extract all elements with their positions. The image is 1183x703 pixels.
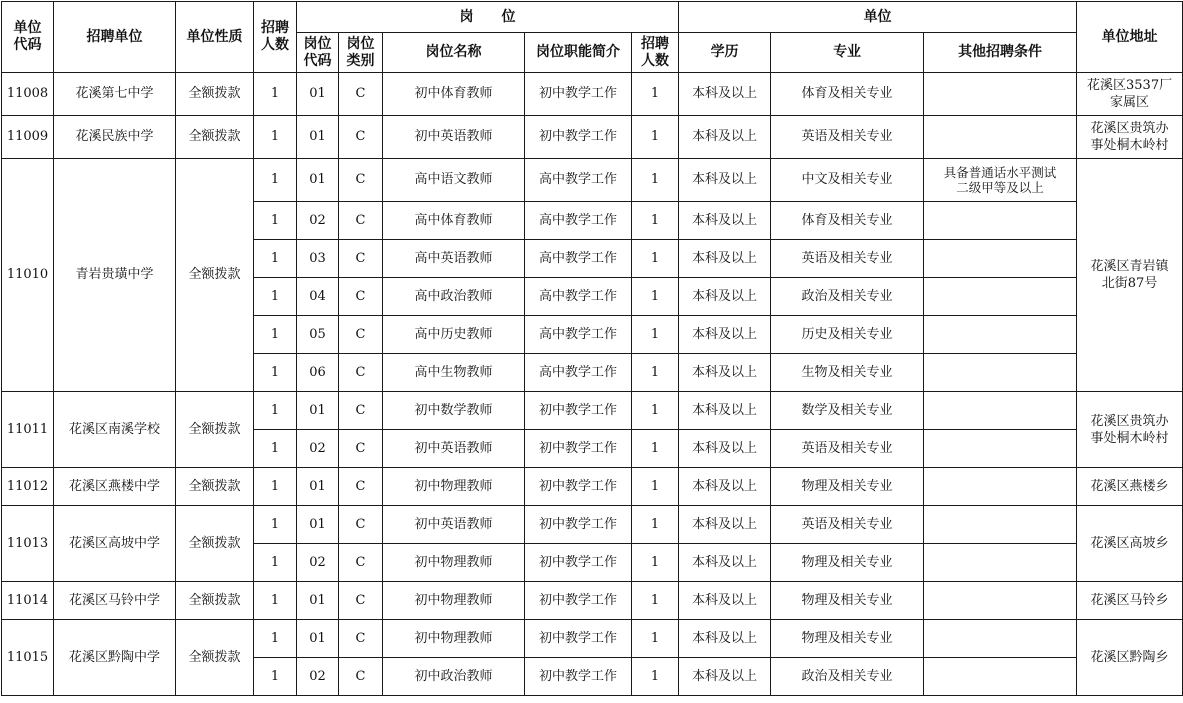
unit-code-cell: 11014: [2, 582, 54, 620]
major-cell: 体育及相关专业: [771, 73, 924, 116]
other-conditions-cell: 具备普通话水平测试 二级甲等及以上: [924, 159, 1077, 202]
position-count-cell: 1: [632, 544, 679, 582]
major-cell: 体育及相关专业: [771, 202, 924, 240]
position-name-cell: 初中物理教师: [383, 544, 525, 582]
table-row: [2, 468, 1183, 506]
position-name-cell: 高中政治教师: [383, 278, 525, 316]
header-position-duty: 岗位职能简介: [525, 33, 632, 73]
major-cell: 物理及相关专业: [771, 582, 924, 620]
other-conditions-cell: [924, 658, 1077, 696]
other-conditions-cell: [924, 544, 1077, 582]
header-position-name: 岗位名称: [383, 33, 525, 73]
position-count-cell: 1: [632, 316, 679, 354]
education-cell: 本科及以上: [679, 620, 771, 658]
table-body: [2, 73, 1183, 696]
position-duty-cell: 高中教学工作: [525, 316, 632, 354]
header-unit-nature: 单位性质: [176, 2, 254, 73]
education-cell: 本科及以上: [679, 240, 771, 278]
table-row: [2, 73, 1183, 116]
header-education: 学历: [679, 33, 771, 73]
major-cell: 英语及相关专业: [771, 430, 924, 468]
major-cell: 历史及相关专业: [771, 316, 924, 354]
position-name-cell: 初中英语教师: [383, 430, 525, 468]
recruit-count-cell: 1: [254, 159, 297, 202]
position-code-cell: 05: [297, 316, 339, 354]
header-address: 单位地址: [1077, 2, 1183, 73]
position-count-cell: 1: [632, 116, 679, 159]
education-cell: 本科及以上: [679, 116, 771, 159]
header-unit-code: 单位 代码: [2, 2, 54, 73]
major-cell: 物理及相关专业: [771, 544, 924, 582]
position-count-cell: 1: [632, 392, 679, 430]
unit-code-cell: 11009: [2, 116, 54, 159]
education-cell: 本科及以上: [679, 73, 771, 116]
position-duty-cell: 高中教学工作: [525, 354, 632, 392]
other-conditions-cell: [924, 506, 1077, 544]
other-conditions-cell: [924, 316, 1077, 354]
position-code-cell: 01: [297, 468, 339, 506]
position-duty-cell: 初中教学工作: [525, 582, 632, 620]
other-conditions-cell: [924, 116, 1077, 159]
major-cell: 数学及相关专业: [771, 392, 924, 430]
recruit-count-cell: 1: [254, 658, 297, 696]
position-category-cell: C: [339, 240, 383, 278]
position-category-cell: C: [339, 658, 383, 696]
table-row: [2, 506, 1183, 544]
position-category-cell: C: [339, 620, 383, 658]
education-cell: 本科及以上: [679, 468, 771, 506]
recruit-count-cell: 1: [254, 544, 297, 582]
header-position-category: 岗位 类别: [339, 33, 383, 73]
education-cell: 本科及以上: [679, 392, 771, 430]
unit-code-cell: 11015: [2, 620, 54, 696]
other-conditions-cell: [924, 354, 1077, 392]
position-name-cell: 初中物理教师: [383, 468, 525, 506]
unit-code-cell: 11011: [2, 392, 54, 468]
recruit-count-cell: 1: [254, 316, 297, 354]
recruitment-table: [1, 1, 1183, 696]
employer-cell: 青岩贵璜中学: [54, 159, 176, 392]
major-cell: 英语及相关专业: [771, 240, 924, 278]
position-category-cell: C: [339, 582, 383, 620]
major-cell: 政治及相关专业: [771, 658, 924, 696]
position-count-cell: 1: [632, 159, 679, 202]
address-cell: 花溪区青岩镇 北街87号: [1077, 159, 1183, 392]
recruit-count-cell: 1: [254, 202, 297, 240]
address-cell: 花溪区3537厂 家属区: [1077, 73, 1183, 116]
position-count-cell: 1: [632, 582, 679, 620]
other-conditions-cell: [924, 202, 1077, 240]
position-duty-cell: 高中教学工作: [525, 240, 632, 278]
header-position-count: 招聘 人数: [632, 33, 679, 73]
position-name-cell: 高中英语教师: [383, 240, 525, 278]
education-cell: 本科及以上: [679, 202, 771, 240]
recruit-count-cell: 1: [254, 468, 297, 506]
recruit-count-cell: 1: [254, 430, 297, 468]
recruit-count-cell: 1: [254, 116, 297, 159]
position-code-cell: 02: [297, 430, 339, 468]
position-category-cell: C: [339, 506, 383, 544]
position-name-cell: 初中英语教师: [383, 116, 525, 159]
position-duty-cell: 初中教学工作: [525, 430, 632, 468]
position-category-cell: C: [339, 116, 383, 159]
position-name-cell: 高中生物教师: [383, 354, 525, 392]
recruit-count-cell: 1: [254, 582, 297, 620]
position-count-cell: 1: [632, 620, 679, 658]
position-count-cell: 1: [632, 278, 679, 316]
unit-nature-cell: 全额拨款: [176, 73, 254, 116]
unit-code-cell: 11013: [2, 506, 54, 582]
education-cell: 本科及以上: [679, 316, 771, 354]
header-major: 专业: [771, 33, 924, 73]
header-recruit-count: 招聘 人数: [254, 2, 297, 73]
position-code-cell: 02: [297, 202, 339, 240]
header-employer: 招聘单位: [54, 2, 176, 73]
header-position-group: 岗 位: [297, 2, 679, 33]
position-count-cell: 1: [632, 468, 679, 506]
education-cell: 本科及以上: [679, 278, 771, 316]
education-cell: 本科及以上: [679, 159, 771, 202]
employer-cell: 花溪区南溪学校: [54, 392, 176, 468]
education-cell: 本科及以上: [679, 506, 771, 544]
position-code-cell: 01: [297, 506, 339, 544]
unit-nature-cell: 全额拨款: [176, 506, 254, 582]
other-conditions-cell: [924, 430, 1077, 468]
major-cell: 物理及相关专业: [771, 468, 924, 506]
position-code-cell: 01: [297, 116, 339, 159]
position-count-cell: 1: [632, 430, 679, 468]
table-row: [2, 159, 1183, 202]
position-duty-cell: 初中教学工作: [525, 73, 632, 116]
education-cell: 本科及以上: [679, 430, 771, 468]
other-conditions-cell: [924, 392, 1077, 430]
position-category-cell: C: [339, 159, 383, 202]
position-category-cell: C: [339, 73, 383, 116]
address-cell: 花溪区高坡乡: [1077, 506, 1183, 582]
position-code-cell: 02: [297, 544, 339, 582]
position-category-cell: C: [339, 392, 383, 430]
position-category-cell: C: [339, 544, 383, 582]
position-name-cell: 高中历史教师: [383, 316, 525, 354]
position-category-cell: C: [339, 468, 383, 506]
table-row: [2, 392, 1183, 430]
major-cell: 英语及相关专业: [771, 506, 924, 544]
address-cell: 花溪区贵筑办 事处桐木岭村: [1077, 116, 1183, 159]
position-duty-cell: 高中教学工作: [525, 159, 632, 202]
address-cell: 花溪区马铃乡: [1077, 582, 1183, 620]
unit-nature-cell: 全额拨款: [176, 620, 254, 696]
table-row: [2, 116, 1183, 159]
other-conditions-cell: [924, 278, 1077, 316]
major-cell: 物理及相关专业: [771, 620, 924, 658]
recruit-count-cell: 1: [254, 392, 297, 430]
position-duty-cell: 初中教学工作: [525, 620, 632, 658]
table-row: [2, 620, 1183, 658]
position-duty-cell: 高中教学工作: [525, 202, 632, 240]
employer-cell: 花溪区黔陶中学: [54, 620, 176, 696]
header-unit-group: 单位: [679, 2, 1077, 33]
recruit-count-cell: 1: [254, 506, 297, 544]
position-category-cell: C: [339, 202, 383, 240]
recruit-count-cell: 1: [254, 278, 297, 316]
unit-nature-cell: 全额拨款: [176, 392, 254, 468]
unit-code-cell: 11010: [2, 159, 54, 392]
education-cell: 本科及以上: [679, 582, 771, 620]
position-code-cell: 04: [297, 278, 339, 316]
unit-code-cell: 11008: [2, 73, 54, 116]
major-cell: 政治及相关专业: [771, 278, 924, 316]
position-code-cell: 01: [297, 582, 339, 620]
employer-cell: 花溪第七中学: [54, 73, 176, 116]
address-cell: 花溪区燕楼乡: [1077, 468, 1183, 506]
table-header: [2, 2, 1183, 73]
unit-nature-cell: 全额拨款: [176, 159, 254, 392]
position-code-cell: 01: [297, 392, 339, 430]
address-cell: 花溪区贵筑办 事处桐木岭村: [1077, 392, 1183, 468]
position-category-cell: C: [339, 430, 383, 468]
position-code-cell: 02: [297, 658, 339, 696]
position-name-cell: 初中数学教师: [383, 392, 525, 430]
position-code-cell: 06: [297, 354, 339, 392]
other-conditions-cell: [924, 240, 1077, 278]
position-duty-cell: 初中教学工作: [525, 116, 632, 159]
position-count-cell: 1: [632, 240, 679, 278]
position-duty-cell: 初中教学工作: [525, 468, 632, 506]
position-code-cell: 03: [297, 240, 339, 278]
major-cell: 生物及相关专业: [771, 354, 924, 392]
other-conditions-cell: [924, 468, 1077, 506]
recruit-count-cell: 1: [254, 240, 297, 278]
position-code-cell: 01: [297, 159, 339, 202]
unit-nature-cell: 全额拨款: [176, 116, 254, 159]
address-cell: 花溪区黔陶乡: [1077, 620, 1183, 696]
table-row: [2, 582, 1183, 620]
position-duty-cell: 初中教学工作: [525, 544, 632, 582]
major-cell: 中文及相关专业: [771, 159, 924, 202]
education-cell: 本科及以上: [679, 544, 771, 582]
position-name-cell: 初中英语教师: [383, 506, 525, 544]
unit-nature-cell: 全额拨款: [176, 582, 254, 620]
header-other-conditions: 其他招聘条件: [924, 33, 1077, 73]
employer-cell: 花溪区燕楼中学: [54, 468, 176, 506]
position-code-cell: 01: [297, 620, 339, 658]
position-name-cell: 初中政治教师: [383, 658, 525, 696]
position-count-cell: 1: [632, 354, 679, 392]
position-duty-cell: 初中教学工作: [525, 392, 632, 430]
unit-nature-cell: 全额拨款: [176, 468, 254, 506]
major-cell: 英语及相关专业: [771, 116, 924, 159]
unit-code-cell: 11012: [2, 468, 54, 506]
position-code-cell: 01: [297, 73, 339, 116]
position-duty-cell: 初中教学工作: [525, 658, 632, 696]
position-count-cell: 1: [632, 202, 679, 240]
employer-cell: 花溪区高坡中学: [54, 506, 176, 582]
recruit-count-cell: 1: [254, 73, 297, 116]
position-duty-cell: 高中教学工作: [525, 278, 632, 316]
other-conditions-cell: [924, 620, 1077, 658]
other-conditions-cell: [924, 582, 1077, 620]
position-category-cell: C: [339, 354, 383, 392]
position-category-cell: C: [339, 278, 383, 316]
position-name-cell: 初中体育教师: [383, 73, 525, 116]
recruit-count-cell: 1: [254, 354, 297, 392]
position-name-cell: 高中体育教师: [383, 202, 525, 240]
position-name-cell: 初中物理教师: [383, 582, 525, 620]
position-name-cell: 高中语文教师: [383, 159, 525, 202]
employer-cell: 花溪民族中学: [54, 116, 176, 159]
employer-cell: 花溪区马铃中学: [54, 582, 176, 620]
education-cell: 本科及以上: [679, 658, 771, 696]
position-count-cell: 1: [632, 506, 679, 544]
education-cell: 本科及以上: [679, 354, 771, 392]
position-name-cell: 初中物理教师: [383, 620, 525, 658]
position-count-cell: 1: [632, 73, 679, 116]
recruit-count-cell: 1: [254, 620, 297, 658]
header-position-code: 岗位 代码: [297, 33, 339, 73]
other-conditions-cell: [924, 73, 1077, 116]
position-duty-cell: 初中教学工作: [525, 506, 632, 544]
position-category-cell: C: [339, 316, 383, 354]
position-count-cell: 1: [632, 658, 679, 696]
